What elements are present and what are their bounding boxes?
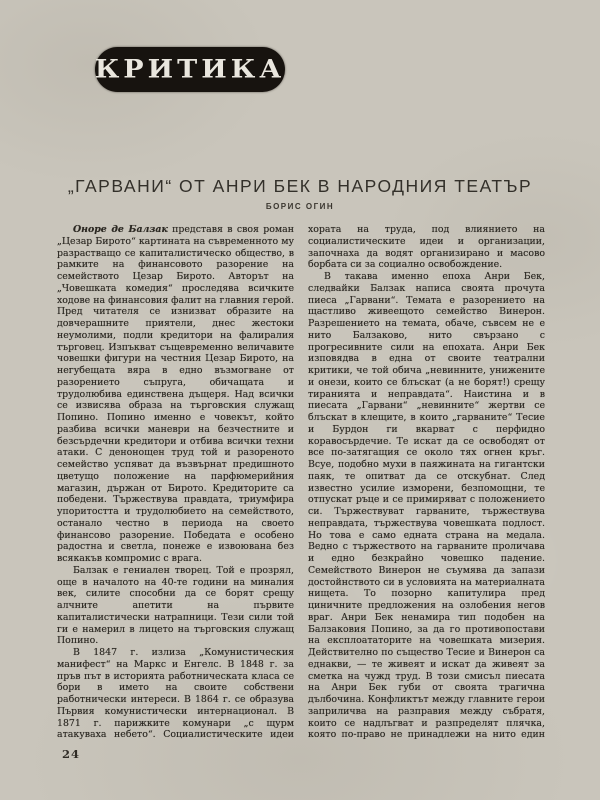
paragraph: Балзак е гениален творец. Той е прозрял, още в началото на 40-те години на миналия век, силите способни да се борят срещу алчните апетити на първите капиталистически натрапници. Тези сили той ги е намерил в лицето на търговския служащ Попино. [57, 564, 294, 647]
paragraph: В такава именно епоха Анри Бек, следвайки Балзак написа своята прочута пиеса „Гарвани“. Темата е разорението на щастливо живеещото семейство Винерон. Разрешението на темата, обаче, съвсем не е нито Балзаково, нито свързано с прогресивните сили на епохата. Анри Бек изповядва в една от своите театрални критики, че той обича „невинните, унижените и онези, които се блъскат (а не борят!) срещу тиранията и неправдата“. Наистина и в пиесата „Гарвани“ „невинните“ жертви се блъскат в клещите, в които „гарваните“ Тесие и Бурдон ги вкарват с перфидно коравосърдечие. Те искат да се освободят от все по-затягащия се около тях огнен кръг. Всуе, подобно мухи в паяжината на гигантски паяк, те опитват да се отскубнат. След известно усилие изморени, безпомощни, те отпускат ръце и се примиряват с положението си. Тържествуват гарваните, тържествува неправдата, тържествува човешката подлост. Но това е само едната страна на медала. Ведно с тържеството на гарваните проличава и едно безкрайно човешко падение. Семейството Винерон не съумява да запази достойнството си в условията на материалната нищета. То позорно капитулира пред циничните предложения на озлобения негов враг. Анри Бек ненамира тип подобен на Балзаковия Попино, за да го противопостави на експлоататорите на човешката мизерия. Действително по същество Тесие и Винерон са еднакви, — те живеят и искат да живеят за сметка на чужд труд. В този смисъл пиесата на Анри Бек губи от своята трагична дълбочина. Конфликтът между главните герои заприличва на разправия между събратя, които се надлъгват и разпределят плячка, която по-право не принадлежи на нито един [308, 271, 545, 741]
text-column-left [57, 224, 294, 742]
paragraph-lead: Оноре де Балзак [73, 224, 168, 235]
paragraph [57, 224, 294, 565]
paragraph-text: представя в своя роман „Цезар Бирото“ картината на съвременното му разрастващо се капиталистическо общество, в рамките на финансовото разорение на семейството Цезар Бирото. Авторът на „Човешката комедия“ проследява всичките ходове на финансовия фалит на главния герой. Пред читателя се изнизват образите на довчерашните приятели, днес жестоки неумолими, подли кредитори на фалиралия търговец. Изпъкват същевременно величавите човешки фигури на честния Цезар Бирото, на негубещата вяра в едно възмогване от разорението съпруга, обичащата и трудолюбива единствена дъщеря. Над всички се извисява образа на търговския служащ Попино. Попино именно е човекът, който разбива всички маневри на безчестните и безсърдечни кредитори и отбива всички техни атаки. С денонощен труд той и разореното семейство успяват да възвърнат предишното цветущо положение на парфюмерийния магазин, държан от Бирото. Кредиторите са победени. Тържествува правдата, триумфира упоритостта и трудолюбието на семейството, останало честно в периода на своето финансово разорение. Победата е особено радостна и светла, понеже е извоювана без всякакъв компромис с врага. [57, 224, 294, 564]
paragraph: В 1847 г. излиза „Комунистическия манифест“ на Маркс и Енгелс. В 1848 г. за пръв път в историята работническата класа се бори в името на своите собствени работнически интереси. В 1864 г. се образува Първия комунистически интернационал. В 1871 г. парижките комунари „с щурм атакуваха небето“. Социалистическите идеи [57, 647, 294, 741]
article-body [57, 224, 545, 742]
article-byline: БОРИС ОГИН [265, 202, 335, 211]
kritika-section-label: КРИТИКА [94, 54, 286, 85]
text-column-right [308, 224, 545, 742]
paragraph: хората на труда, под влиянието на социалистическите идеи и организации, започнаха да водят организирано и масово борбата си за социално освобождение. [308, 224, 545, 271]
page-number: 24 [62, 747, 81, 761]
kritika-section-badge [95, 47, 285, 92]
article-title: „ГАРВАНИ“ ОТ АНРИ БЕК В НАРОДНИЯ ТЕАТЪР [67, 176, 533, 196]
